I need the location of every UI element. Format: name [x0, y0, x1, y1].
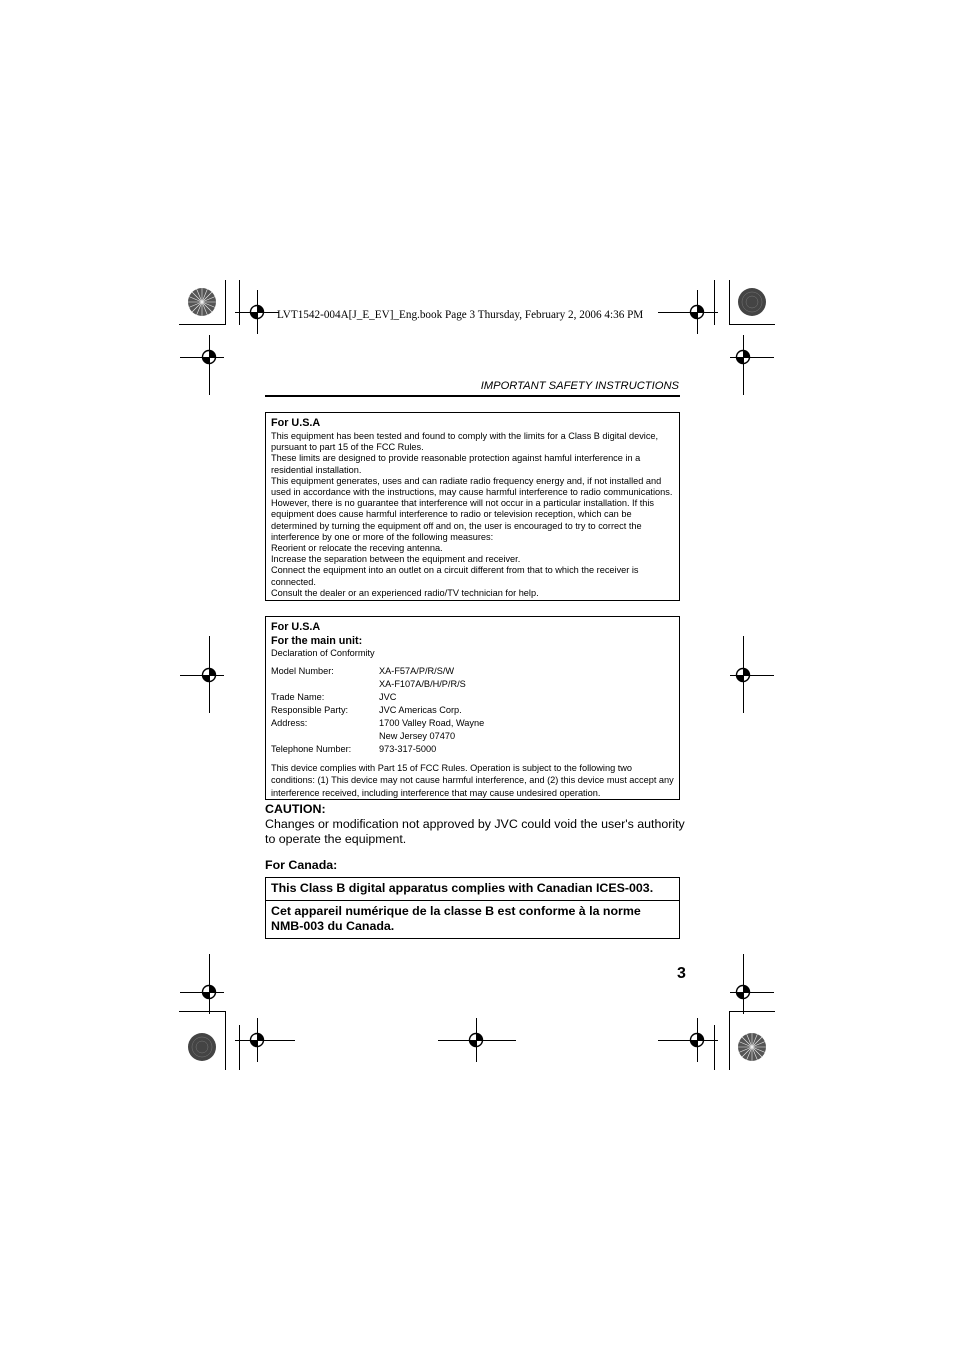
starburst-icon [187, 1032, 217, 1062]
fcc-line: This equipment has been tested and found to comply with the limits for a Class B digital device, pursuant to part 15 of the FCC Rules. [271, 431, 659, 453]
declaration-heading: Declaration of Conformity [271, 648, 375, 658]
fcc-notice-box [265, 412, 680, 601]
row-value: 1700 Valley Road, Wayne [379, 717, 485, 728]
registration-target-icon [201, 984, 217, 1000]
doc-box-subtitle: For the main unit: [271, 635, 363, 647]
registration-target-icon [249, 304, 265, 320]
row-label [271, 678, 379, 691]
row-label: Address: [271, 717, 308, 728]
running-head: IMPORTANT SAFETY INSTRUCTIONS [480, 380, 679, 392]
row-value: New Jersey 07470 [379, 730, 456, 741]
fcc-line: Increase the separation between the equipment and receiver. [271, 554, 521, 565]
registration-target-icon [689, 1032, 705, 1048]
row-label: Telephone Number: [271, 743, 352, 754]
row-label: Trade Name: [271, 692, 325, 703]
starburst-icon [737, 1032, 767, 1062]
registration-target-icon [201, 349, 217, 365]
row-value: JVC Americas Corp. [379, 704, 462, 715]
declaration-table [271, 665, 674, 755]
doc-box-title: For U.S.A [271, 621, 321, 633]
canada-english: This Class B digital apparatus complies with Canadian ICES-003. [271, 881, 654, 895]
registration-target-icon [249, 1032, 265, 1048]
row-value: JVC [379, 692, 397, 703]
starburst-icon [187, 287, 217, 317]
header-rule [265, 395, 680, 397]
registration-target-icon [735, 667, 751, 683]
fcc-line: This equipment generates, uses and can radiate radio frequency energy and, if not installed and used in accordance with the instructions, may cause harmful interference to radio communications. However, there is no guarantee that interference will not occur in a particular installation. If this equipment does cause harmful interference to radio or television reception, which can be determined by turning the equipment off and on, the user is encouraged to try to correct the interference by one or more of the following measures: [271, 475, 673, 542]
registration-target-icon [201, 667, 217, 683]
row-value: 973-317-5000 [379, 743, 437, 754]
fcc-line: These limits are designed to provide reasonable protection against hamful interference in a residential installation. [271, 453, 641, 475]
fcc-line: Reorient or relocate the receving antenna. [271, 543, 443, 554]
registration-target-icon [735, 349, 751, 365]
file-header: LVT1542-004A[J_E_EV]_Eng.book Page 3 Thursday, February 2, 2006 4:36 PM [277, 309, 644, 321]
registration-target-icon [689, 304, 705, 320]
row-label: Model Number: [271, 666, 334, 677]
fcc-line: Connect the equipment into an outlet on a circuit different from that to which the receiver is connected. [271, 565, 639, 587]
canada-box [265, 877, 680, 939]
row-label: Responsible Party: [271, 704, 349, 715]
row-value: XA-F107A/B/H/P/R/S [379, 679, 466, 690]
page-number: 3 [677, 965, 686, 982]
caution-text: Changes or modification not approved by JVC could void the user's authority to operate the equipment. [265, 817, 685, 846]
row-label [271, 730, 379, 743]
compliance-text: This device complies with Part 15 of FCC Rules. Operation is subject to the following two conditions: (1) This device may not cause harmful interference, and (2) this device must accept any interference received, including interference that may cause undesired operation. [271, 762, 674, 798]
row-value: XA-F57A/P/R/S/W [379, 666, 455, 677]
caution-title: CAUTION: [265, 802, 326, 816]
registration-target-icon [735, 984, 751, 1000]
declaration-box [265, 616, 680, 800]
starburst-icon [737, 287, 767, 317]
registration-target-icon [468, 1032, 484, 1048]
canada-french: Cet appareil numérique de la classe B est conforme à la norme NMB-003 du Canada. [266, 900, 679, 938]
fcc-box-title: For U.S.A [271, 417, 321, 429]
fcc-line: Consult the dealer or an experienced radio/TV technician for help. [271, 587, 539, 598]
canada-title: For Canada: [265, 858, 338, 872]
